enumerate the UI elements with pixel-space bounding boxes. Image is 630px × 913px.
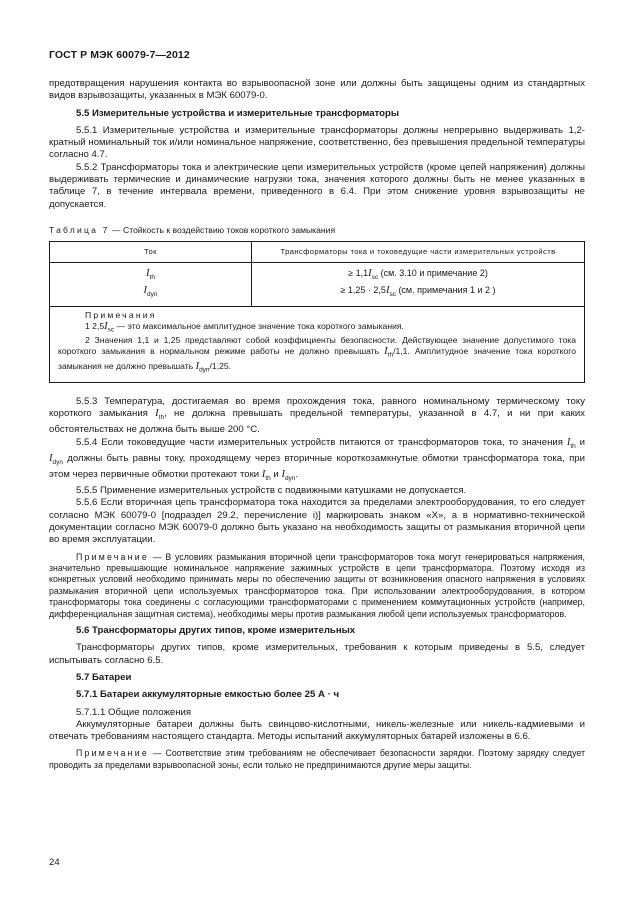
paragraph-5-6: Трансформаторы других типов, кроме измерительных, требования к которым приведены в 5.5, следует испытывать согласно 6.5.	[49, 642, 585, 666]
paragraph-batteries: Аккумуляторные батареи должны быть свинцово-кислотными, никель-железные или никель-кадмиевыми и отвечать требованиям настоящего стандарта. Методы испытаний аккумуляторных батарей изложены в 6.6.	[49, 718, 585, 743]
paragraph-5-5-3: 5.5.3 Температура, достигаемая во время прохождения тока, равного номинальному термическому току короткого замыкания $I_{th}$, не должна превышать предельной температуры, указанной в 4.7, и ни при каких обстоятельствах не должна быть выше 200 °С.	[49, 395, 585, 436]
table-header-current: Ток	[50, 241, 252, 262]
table-cell-values: ≥ $1,1I_{sc}$ (см. 3.10 и примечание 2) ≥ $1,25 \cdot 2,5I_{sc}$ (см. примечания 1 и 2 )	[252, 262, 585, 306]
table-note-1: 1 $2,5I_{sc}$ — это максимальное амплитудное значение тока короткого замыкания.	[85, 320, 404, 334]
paragraph-5-5-5: 5.5.5 Применение измерительных устройств с подвижными катушками не допускается.	[76, 485, 467, 497]
heading-5-7: 5.7 Батареи	[76, 671, 132, 683]
document-header: ГОСТ Р МЭК 60079-7—2012	[49, 49, 190, 61]
heading-5-5: 5.5 Измерительные устройства и измерительные трансформаторы	[76, 107, 400, 119]
page-number: 24	[49, 857, 60, 868]
paragraph-5-7-1-1: 5.7.1.1 Общие положения	[76, 706, 192, 718]
paragraph-5-5-6: 5.5.6 Если вторичная цепь трансформатора тока находится за пределами электрооборудования, то его следует согласно МЭК 60079-0 [подраздел 29.2, перечисление i)] маркировать знаком «X», а в нормативно-технической документации согласно МЭК 60079-0 должно быть указано на необходимость защиты от размыкания вторичной цепи во время эксплуатации.	[49, 497, 585, 546]
table-7	[49, 241, 585, 383]
table-caption: Таблица 7 — Стойкость к воздействию токов короткого замыкания	[49, 224, 336, 235]
heading-5-6: 5.6 Трансформаторы других типов, кроме измерительных	[76, 625, 356, 637]
paragraph-5-5-1: 5.5.1 Измерительные устройства и измерительные трансформаторы должны непрерывно выдерживать 1,2-кратный номинальный ток и/или номинальное напряжение, соответственно, без превышения предельной температуры согласно 4.7.	[49, 124, 585, 161]
table-notes: Примечания 1 $2,5I_{sc}$ — это максимальное амплитудное значение тока короткого замыкания. 2 Значения 1,1 и 1,25 представляют собой коэффициенты безопасности. Действующее значение допустимого тока короткого замыкания в нормальном режиме работы не должно превышать $I_{th}/1,1$. Амплитудное значение тока короткого замыкания не должно превышать $I_{dyn}/1,25$.	[50, 306, 585, 382]
note-open-circuit: Примечание — В условиях размыкания вторичной цепи трансформаторов тока могут генерироваться напряжения, значительно превышающие номинальное напряжение зажимных устройств в цепи трансформатора. Поэтому исходя из конкретных условий необходимо принимать меры по обеспечению защиты от возникновения опасного напряжения в условиях размыкания вторичной цепи используемых трансформаторов тока. При использовании электрооборудования, в котором трансформаторы тока соединены с согласующими трансформаторами с применением коммутационных устройств (например, дифференциальная защитная система), необходимы меры против размыкания любой цепи используемых трансформаторов.	[49, 551, 585, 619]
note-charging: Примечание — Соответствие этим требованиям не обеспечивает безопасности зарядки. Поэтому зарядку следует проводить за пределами взрывоопасной зоны, если только не предпринимаются другие меры защиты.	[49, 748, 585, 770]
paragraph-intro: предотвращения нарушения контакта во взрывоопасной зоне или должны быть защищены одним из стандартных видов взрывозащиты, указанных в МЭК 60079-0.	[49, 78, 585, 102]
heading-5-7-1: 5.7.1 Батареи аккумуляторные емкостью более 25 А · ч	[76, 689, 340, 701]
paragraph-5-5-2: 5.5.2 Трансформаторы тока и электрические цепи измерительных устройств (кроме цепей напряжения) должны выдерживать термические и динамические нагрузки тока, значения которого должны быть не менее указанных в таблице 7, в течение интервала времени, приведенного в 6.4. При этом снижение уровня взрывозащиты не допускается.	[49, 161, 585, 210]
table-note-2: 2 Значения 1,1 и 1,25 представляют собой коэффициенты безопасности. Действующее значение допустимого тока короткого замыкания в нормальном режиме работы не должно превышать $I_{th}/1,1$. Амплитудное значение тока короткого замыкания не должно превышать $I_{dyn}/1,25$.	[58, 335, 576, 374]
paragraph-5-5-4: 5.5.4 Если токоведущие части измерительных устройств питаются от трансформаторов тока, то значения $I_{th}$ и $I_{dyn}$ должны быть равны току, проходящему через вторичные короткозамкнутые обмотки трансформатора тока, при этом через первичные обмотки протекают токи $I_{th}$ и $I_{dyn}$.	[49, 436, 585, 482]
table-header-transformers: Трансформаторы тока и токоведущие части измерительных устройств	[252, 241, 585, 262]
table-cell-symbols: $I_{th}$ $I_{dyn}$	[50, 262, 252, 306]
body-content	[49, 78, 585, 771]
